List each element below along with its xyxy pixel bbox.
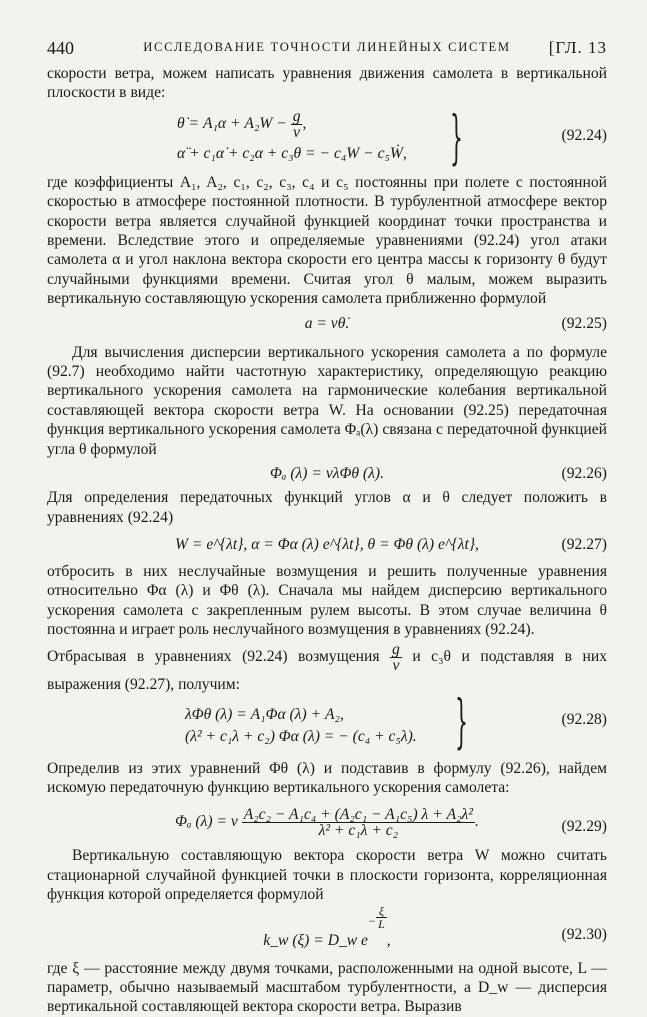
paragraph-1: скорости ветра, можем написать уравнения движения самолета в вертикальной плоскости в виде: — [47, 65, 607, 102]
book-page — [47, 38, 607, 1017]
fraction-g-over-v: $\frac{g}{v}$ — [392, 640, 400, 674]
paragraph-5: отбросить в них неслучайные возмущения и решить полученные уравнения относительно Φα (λ) и Φθ (λ). Сначала мы найдем дисперсию вертикального ускорения самолета с закрепленным рулем высоты. В этом случае величина θ постоянна и играет роль неслучайного возмущения в уравнениях (92.24). — [47, 562, 607, 639]
chapter-label: [ГЛ. 13 — [548, 38, 607, 57]
equation-92-24-line-2: α̈ + c₁α̇ + c₂α + c₃θ = − c₄W − c₅Ẇ, — [177, 144, 407, 162]
equation-number: (92.24) — [561, 126, 607, 144]
equation-number: (92.28) — [561, 710, 607, 728]
paragraph-8: Вертикальную составляющую вектора скорости ветра W можно считать стационарной случайной функцией точки в плоскости горизонта, корреляционная функция которой определяется формулой — [47, 847, 607, 904]
equation-number: (92.25) — [561, 314, 607, 332]
equation-92-25: a = vθ̇. (92.25) — [304, 314, 607, 332]
system-brace: } — [455, 686, 468, 755]
equation-92-24-line-1: θ̇ = A₁α + A₂W − $\frac{g}{v}$ , — [177, 107, 307, 141]
running-header — [47, 38, 607, 64]
equation-92-24 — [47, 102, 607, 171]
equation-92-27: W = e^{λt}, α = Φα (λ) e^{λt}, θ = Φθ (λ) e^{λt}, (92.27) — [175, 535, 607, 553]
equation-number: (92.30) — [561, 925, 607, 943]
equation-number: (92.27) — [561, 535, 607, 553]
equation-number: (92.26) — [561, 465, 607, 483]
equation-92-30: k_w (ξ) = D_w e− $\frac{\xi}{L}$ , (92.30) — [263, 903, 607, 949]
paragraph-6: Отбрасывая в уравнениях (92.24) возмущения $\frac{g}{v}$ и c₃θ и подставляя в них выражения (92.27), получим: — [47, 640, 607, 693]
equation-number: (92.29) — [561, 818, 607, 836]
system-brace: } — [450, 102, 463, 171]
paragraph-3: Для вычисления дисперсии вертикального ускорения самолета a по формуле (92.7) необходимо найти частотную характеристику, определяющую реакцию вертикального ускорения самолета на гармонические колебания вертикальной составляющей вектора скорости ветра W. На основании (92.25) передаточная функция вертикального ускорения самолета Φₐ(λ) связана с передаточной функцией угла θ формулой — [47, 343, 607, 458]
equation-92-28 — [47, 686, 607, 759]
equation-92-26: Φₐ (λ) = vλΦθ (λ). (92.26) — [270, 465, 607, 483]
equation-92-28-line-2: (λ² + c₁λ + c₂) Φα (λ) = − (c₄ + c₅λ). — [185, 727, 417, 745]
paragraph-2: где коэффициенты A₁, A₂, c₁, c₂, c₃, c₄ и c₅ постоянны при полете с постоянной скоростью в атмосфере постоянной плотности. В турбулентной атмосфере вектор скорости ветра является случайной функцией координат точки пространства и времени. Вследствие этого и определяемые уравнениями (92.24) угол атаки самолета α и угол наклона вектора скорости его центра массы к горизонту θ будут случайными функциями времени. Считая угол θ малым, можем выразить вертикальную составляющую ускорения самолета приближенно формулой — [47, 173, 607, 308]
paragraph-7: Определив из этих уравнений Φθ (λ) и подставив в формулу (92.26), найдем искомую передаточную функцию вертикального ускорения самолета: — [47, 759, 607, 796]
page-number: 440 — [47, 38, 74, 58]
running-title: ИССЛЕДОВАНИЕ ТОЧНОСТИ ЛИНЕЙНЫХ СИСТЕМ — [143, 40, 511, 54]
equation-92-29: Φₐ (λ) = v $\frac{\text{A₂c₂ − A₁c₄ + (A₂c₁ − A₁c₅) λ + A₂λ²}}{\text{λ² + c₁λ + c₂}}$ . (92.29) — [175, 806, 607, 840]
paragraph-9: где ξ — расстояние между двумя точками, расположенными на одной высоте, L — параметр, обычно называемый масштабом турбулентности, а D_w — дисперсия вертикальной составляющей вектора скорости ветра. Выразив — [47, 959, 607, 1016]
paragraph-4: Для определения передаточных функций углов α и θ следует положить в уравнениях (92.24) — [47, 489, 607, 526]
equation-92-28-line-1: λΦθ (λ) = A₁Φα (λ) + A₂, — [185, 705, 344, 723]
